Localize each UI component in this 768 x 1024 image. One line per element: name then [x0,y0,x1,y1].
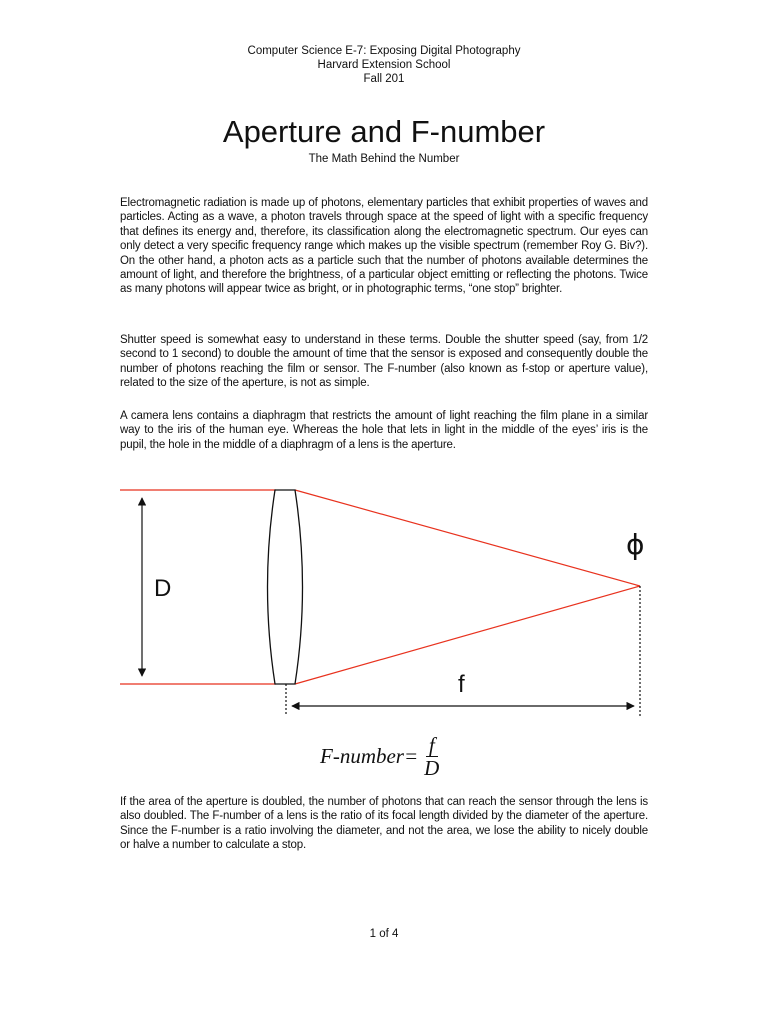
f-number-formula [320,732,442,780]
course-title: Computer Science E-7: Exposing Digital Photography [247,45,521,57]
formula-denominator: D [424,755,440,780]
diameter-label: D [154,575,172,602]
paragraph-diaphragm: A camera lens contains a diaphragm that restricts the amount of light reaching the film plane in a similar way to the iris of the human eye. Whereas the hole that lets in light in the middle of the eyes’ iris is the pupil, the hole in the middle of a diaphragm of a lens is the aperture. [120,410,648,451]
converging-ray-bottom [295,586,640,684]
school-name: Harvard Extension School [317,59,451,71]
formula-lhs: F-number= [320,743,419,768]
page-number: 1 of 4 [369,928,399,940]
paragraph-area-doubling: If the area of the aperture is doubled, the number of photons that can reach the sensor through the lens is also doubled. The F-number of a lens is the ratio of its focal length divided by the diameter of the aperture. Since the F-number is a ratio involving the diameter, and not the area, we lose the ability to nicely double or halve a number to calculate a stop. [120,796,648,852]
formula-numerator: f [426,734,438,757]
page-subtitle: The Math Behind the Number [308,153,460,165]
page-title: Aperture and F-number [222,114,546,149]
converging-ray-top [295,490,640,586]
focal-length-label: f [458,671,465,698]
lens-diagram [0,470,768,720]
paragraph-shutter-speed: Shutter speed is somewhat easy to understand in these terms. Double the shutter speed (say, from 1/2 second to 1 second) to double the amount of time that the sensor is exposed and consequently double the number of photons reaching the film or sensor. The F-number (also known as f-stop or aperture value), related to the size of the aperture, is not as simple. [120,334,648,390]
document-header [0,44,768,86]
paragraph-photons: Electromagnetic radiation is made up of photons, elementary particles that exhibit properties of waves and particles. Acting as a wave, a photon travels through space at the speed of light with a specific frequency that defines its energy and, therefore, its classification along the electromagnetic spectrum. Our eyes can only detect a very specific frequency range which makes up the visible spectrum (remember Roy G. Biv?). On the other hand, a photon acts as a particle such that the number of photons available determines the amount of light, and therefore the brightness, of a particular object emitting or reflecting the photons. Twice as many photons will appear twice as bright, or in photographic terms, “one stop” brighter. [120,197,648,296]
lens-shape [268,490,303,684]
term: Fall 201 [363,73,405,85]
phi-label: ϕ [626,528,645,561]
formula-fraction [421,734,442,779]
